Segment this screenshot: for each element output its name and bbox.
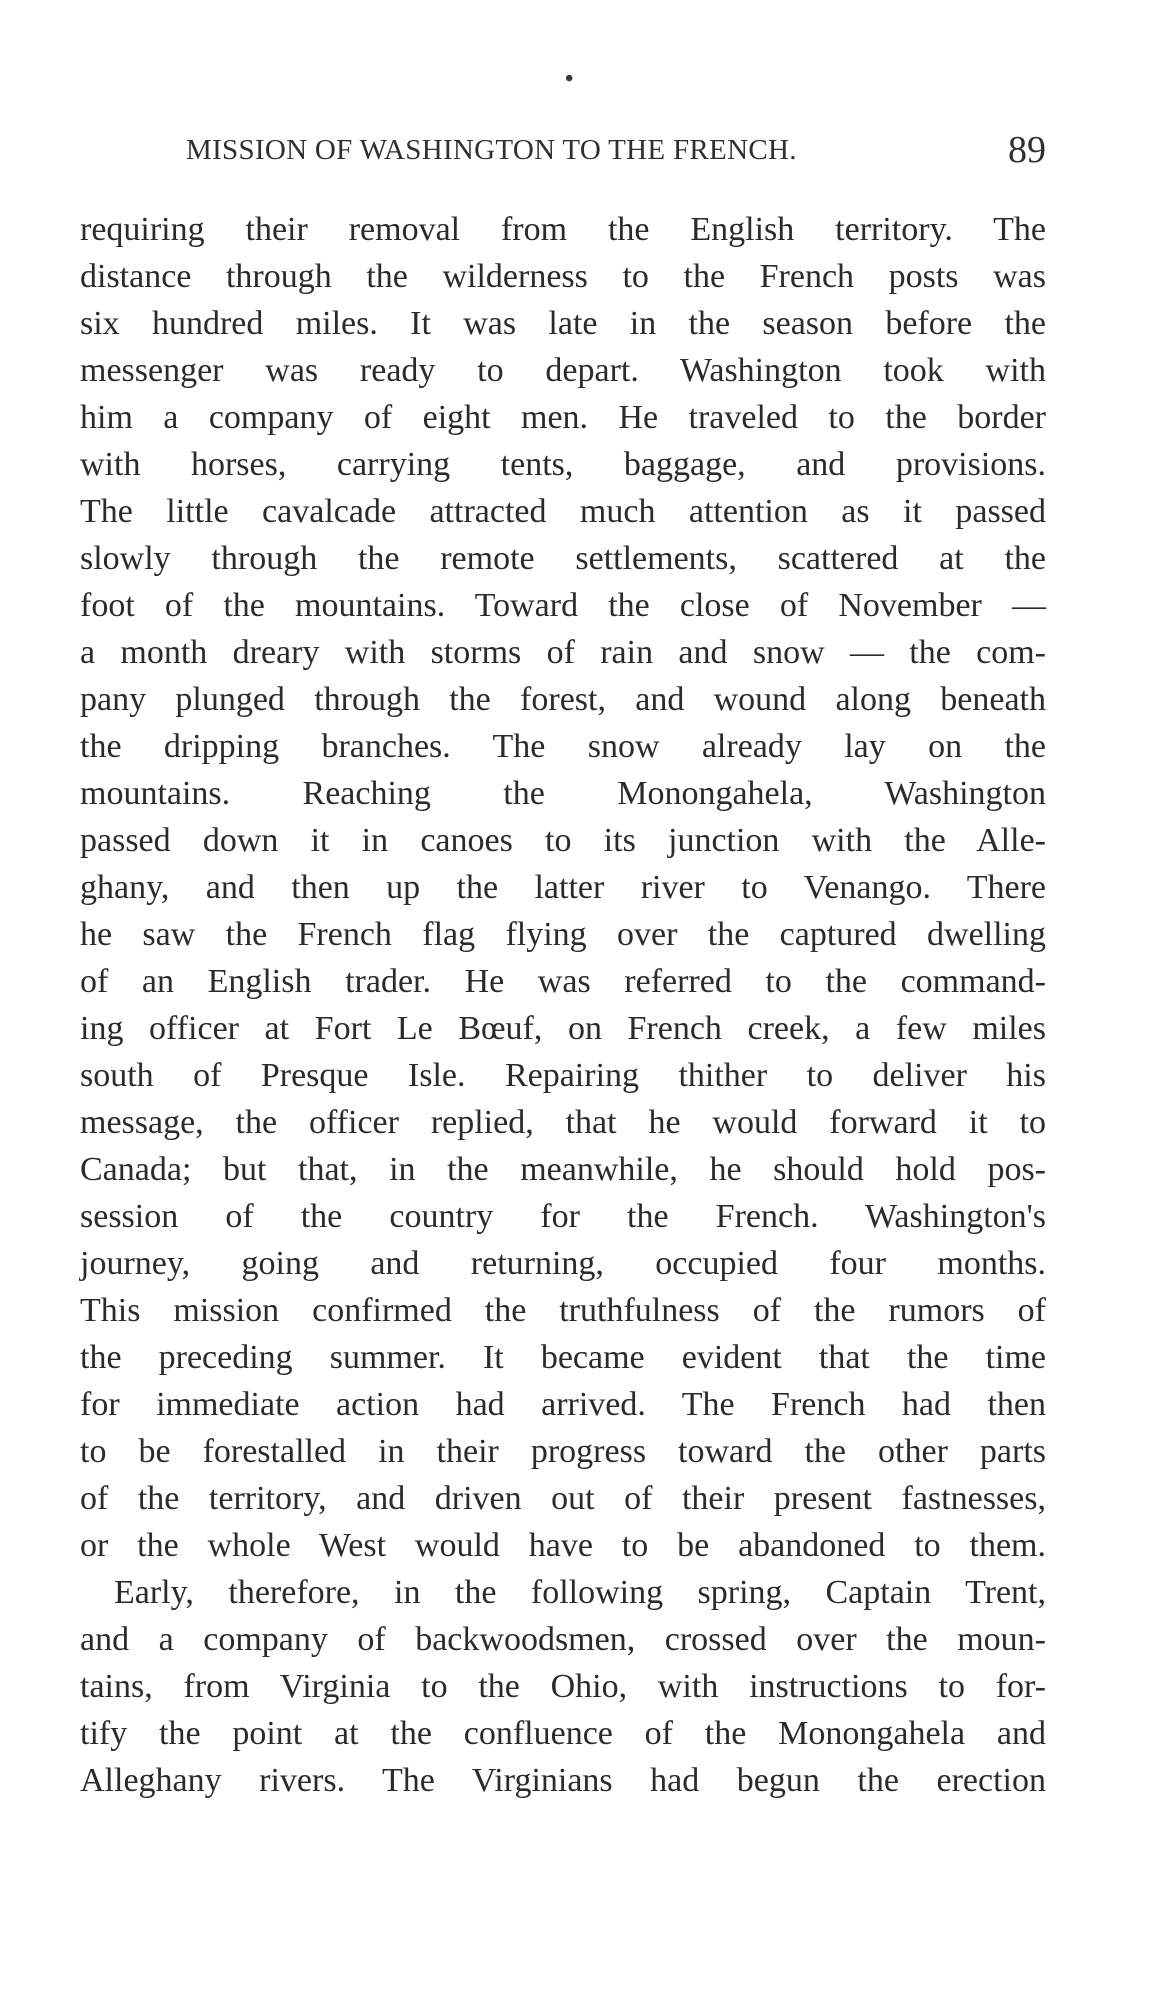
text-line: a month dreary with storms of rain and snow — the com-: [80, 634, 1046, 671]
text-line: the dripping branches. The snow already lay on the: [80, 728, 1046, 765]
text-line: Alleghany rivers. The Virginians had begun the erection: [80, 1762, 1046, 1799]
text-line: passed down it in canoes to its junction with the Alle-: [80, 822, 1046, 859]
text-line: to be forestalled in their progress toward the other parts: [80, 1433, 1046, 1470]
text-line: the preceding summer. It became evident that the time: [80, 1339, 1046, 1376]
text-line: foot of the mountains. Toward the close of November —: [80, 587, 1046, 624]
text-line: Canada; but that, in the meanwhile, he should hold pos-: [80, 1151, 1046, 1188]
text-line: south of Presque Isle. Repairing thither to deliver his: [80, 1057, 1046, 1094]
page-header: [186, 128, 1046, 178]
text-line: ing officer at Fort Le Bœuf, on French creek, a few miles: [80, 1010, 1046, 1047]
printer-mark: •: [565, 66, 574, 92]
text-line: session of the country for the French. Washington's: [80, 1198, 1046, 1235]
text-line: journey, going and returning, occupied four months.: [80, 1245, 1046, 1282]
text-line: six hundred miles. It was late in the season before the: [80, 305, 1046, 342]
text-line: with horses, carrying tents, baggage, and provisions.: [80, 446, 1046, 483]
text-line: Early, therefore, in the following spring, Captain Trent,: [114, 1574, 1046, 1611]
text-line: tify the point at the confluence of the Monongahela and: [80, 1715, 1046, 1752]
text-line: slowly through the remote settlements, scattered at the: [80, 540, 1046, 577]
text-line: ghany, and then up the latter river to Venango. There: [80, 869, 1046, 906]
text-line: for immediate action had arrived. The French had then: [80, 1386, 1046, 1423]
text-line: The little cavalcade attracted much attention as it passed: [80, 493, 1046, 530]
text-line: he saw the French flag flying over the captured dwelling: [80, 916, 1046, 953]
text-line: requiring their removal from the English territory. The: [80, 211, 1046, 248]
text-line: of an English trader. He was referred to the command-: [80, 963, 1046, 1000]
text-line: This mission confirmed the truthfulness of the rumors of: [80, 1292, 1046, 1329]
text-line: and a company of backwoodsmen, crossed over the moun-: [80, 1621, 1046, 1658]
body-text: [80, 206, 1046, 1804]
text-line: messenger was ready to depart. Washington took with: [80, 352, 1046, 389]
text-line: distance through the wilderness to the French posts was: [80, 258, 1046, 295]
text-line: tains, from Virginia to the Ohio, with instructions to for-: [80, 1668, 1046, 1705]
text-line: mountains. Reaching the Monongahela, Washington: [80, 775, 1046, 812]
page-number: 89: [1008, 129, 1046, 171]
text-line: of the territory, and driven out of their present fastnesses,: [80, 1480, 1046, 1517]
text-line: or the whole West would have to be abandoned to them.: [80, 1527, 1046, 1564]
text-line: him a company of eight men. He traveled to the border: [80, 399, 1046, 436]
text-line: message, the officer replied, that he would forward it to: [80, 1104, 1046, 1141]
running-title: MISSION OF WASHINGTON TO THE FRENCH.: [186, 134, 797, 166]
text-line: pany plunged through the forest, and wound along beneath: [80, 681, 1046, 718]
